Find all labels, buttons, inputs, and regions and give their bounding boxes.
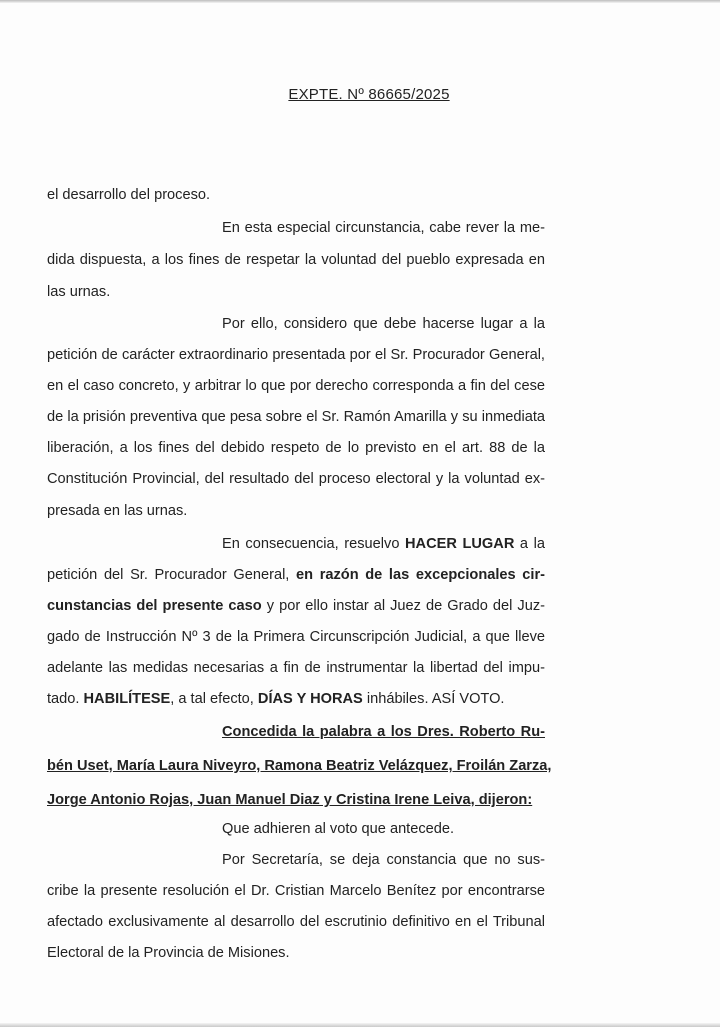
text-line: [222, 535, 545, 553]
scan-edge-bottom: [0, 1023, 720, 1027]
text-line: [47, 690, 545, 708]
text-line: petición de carácter extraordinario presentada por el Sr. Procurador General,: [47, 347, 545, 363]
text-line: [47, 566, 545, 584]
text-segment: petición del Sr. Procurador General,: [47, 567, 297, 583]
text-segment: y por ello instar al Juez de Grado del Juz-: [261, 598, 545, 614]
text-line: de la prisión preventiva que pesa sobre el Sr. Ramón Amarilla y su inmediata: [47, 409, 545, 425]
text-segment: , a tal efecto,: [170, 691, 258, 707]
bold-segment: DÍAS Y HORAS: [257, 691, 363, 707]
text-line: afectado exclusivamente al desarrollo del escrutinio definitivo en el Tribunal: [47, 914, 545, 930]
scan-edge-top: [0, 0, 720, 3]
text-line: cribe la presente resolución el Dr. Cristian Marcelo Benítez por encontrarse: [47, 883, 545, 899]
text-line: liberación, a los fines del debido respeto de lo previsto en el art. 88 de la: [47, 440, 545, 456]
bold-segment: cunstancias del presente caso: [47, 598, 262, 614]
text-line: presada en las urnas.: [47, 503, 188, 519]
text-line: Que adhieren al voto que antecede.: [222, 821, 455, 837]
text-line: dida dispuesta, a los fines de respetar la voluntad del pueblo expresada en: [47, 252, 545, 268]
text-line: Concedida la palabra a los Dres. Roberto Ru-: [222, 724, 545, 740]
text-line: en el caso concreto, y arbitrar lo que por derecho corresponda a fin del cese: [47, 378, 545, 394]
text-line: Constitución Provincial, del resultado del proceso electoral y la voluntad ex-: [47, 471, 545, 487]
text-line: [47, 597, 545, 615]
text-line: bén Uset, María Laura Niveyro, Ramona Beatriz Velázquez, Froilán Zarza,: [47, 758, 552, 774]
text-segment: a la: [514, 536, 545, 552]
text-segment: tado.: [47, 691, 84, 707]
bold-segment: en razón de las excepcionales cir-: [296, 567, 545, 583]
text-segment: inhábiles. ASÍ VOTO.: [362, 691, 505, 707]
text-line: las urnas.: [47, 284, 111, 300]
text-line: Jorge Antonio Rojas, Juan Manuel Diaz y Cristina Irene Leiva, dijeron:: [47, 792, 533, 808]
text-line: En esta especial circunstancia, cabe rever la me-: [222, 220, 545, 236]
text-line: el desarrollo del proceso.: [47, 187, 211, 203]
text-line: Electoral de la Provincia de Misiones.: [47, 945, 290, 961]
expediente-header: EXPTE. Nº 86665/2025: [288, 86, 450, 103]
text-line: Por ello, considero que debe hacerse lugar a la: [222, 316, 545, 332]
text-line: adelante las medidas necesarias a fin de instrumentar la libertad del impu-: [47, 660, 545, 676]
text-line: Por Secretaría, se deja constancia que no sus-: [222, 852, 545, 868]
bold-segment: HACER LUGAR: [405, 536, 515, 552]
text-segment: En consecuencia, resuelvo: [222, 536, 406, 552]
bold-segment: HABILÍTESE: [83, 691, 171, 707]
text-line: gado de Instrucción Nº 3 de la Primera Circunscripción Judicial, a que lleve: [47, 629, 545, 645]
